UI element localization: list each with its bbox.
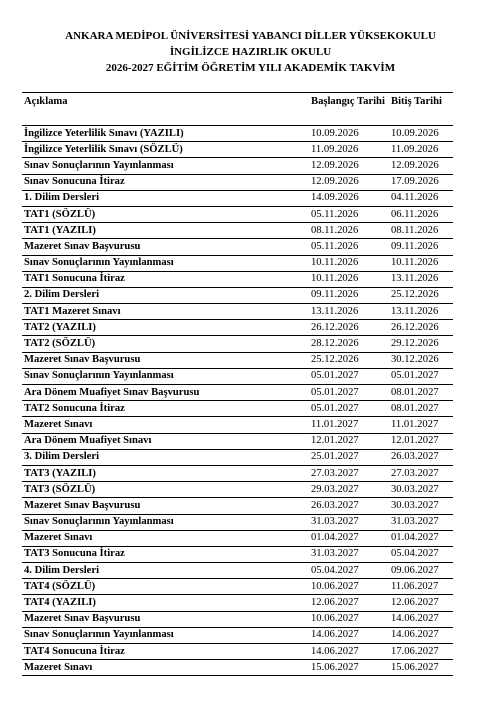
table-row [22,482,453,498]
table-header-row [22,93,453,126]
row-end-date: 13.11.2026 [389,271,453,287]
row-end-date: 09.11.2026 [389,239,453,255]
row-end-date: 14.06.2027 [389,611,453,627]
table-row [22,498,453,514]
row-description: Mazeret Sınav Başvurusu [22,239,309,255]
row-start-date: 10.06.2027 [309,611,389,627]
row-start-date: 26.12.2026 [309,320,389,336]
row-description: Mazeret Sınav Başvurusu [22,352,309,368]
academic-calendar-table [22,92,453,676]
table-row [22,368,453,384]
row-end-date: 12.01.2027 [389,433,453,449]
row-description: Mazeret Sınavı [22,417,309,433]
row-end-date: 01.04.2027 [389,530,453,546]
row-end-date: 08.11.2026 [389,223,453,239]
row-description: Mazeret Sınav Başvurusu [22,611,309,627]
row-description: Sınav Sonucuna İtiraz [22,174,309,190]
table-row [22,530,453,546]
row-end-date: 05.04.2027 [389,546,453,562]
row-end-date: 31.03.2027 [389,514,453,530]
row-end-date: 30.03.2027 [389,482,453,498]
row-start-date: 05.04.2027 [309,563,389,579]
table-row [22,660,453,676]
row-end-date: 04.11.2026 [389,190,453,206]
row-description: Sınav Sonuçlarının Yayınlanması [22,514,309,530]
row-end-date: 15.06.2027 [389,660,453,676]
row-start-date: 10.11.2026 [309,255,389,271]
row-description: TAT1 Mazeret Sınavı [22,304,309,320]
table-row [22,644,453,660]
row-end-date: 26.12.2026 [389,320,453,336]
row-end-date: 27.03.2027 [389,465,453,481]
table-row [22,595,453,611]
row-start-date: 14.06.2027 [309,627,389,643]
row-description: İngilizce Yeterlilik Sınavı (YAZILI) [22,126,309,142]
row-start-date: 31.03.2027 [309,546,389,562]
table-row [22,385,453,401]
table-row [22,126,453,142]
table-row [22,627,453,643]
table-row [22,142,453,158]
row-start-date: 10.09.2026 [309,126,389,142]
row-start-date: 09.11.2026 [309,287,389,303]
row-start-date: 25.01.2027 [309,449,389,465]
row-end-date: 11.01.2027 [389,417,453,433]
row-description: TAT1 (SÖZLÜ) [22,206,309,222]
row-start-date: 08.11.2026 [309,223,389,239]
row-start-date: 01.04.2027 [309,530,389,546]
row-description: 3. Dilim Dersleri [22,449,309,465]
row-end-date: 26.03.2027 [389,449,453,465]
row-end-date: 05.01.2027 [389,368,453,384]
row-description: TAT4 (YAZILI) [22,595,309,611]
school-title: İNGİLİZCE HAZIRLIK OKULU [169,46,332,58]
row-description: TAT4 Sonucuna İtiraz [22,644,309,660]
row-start-date: 10.11.2026 [309,271,389,287]
row-description: 1. Dilim Dersleri [22,190,309,206]
row-start-date: 11.01.2027 [309,417,389,433]
row-description: TAT1 Sonucuna İtiraz [22,271,309,287]
row-description: TAT1 (YAZILI) [22,223,309,239]
table-row [22,401,453,417]
row-start-date: 14.09.2026 [309,190,389,206]
row-description: Ara Dönem Muafiyet Sınav Başvurusu [22,385,309,401]
table-row [22,158,453,174]
table-row [22,255,453,271]
row-description: 4. Dilim Dersleri [22,563,309,579]
row-description: Ara Dönem Muafiyet Sınavı [22,433,309,449]
table-row [22,190,453,206]
row-description: TAT2 (YAZILI) [22,320,309,336]
row-start-date: 13.11.2026 [309,304,389,320]
row-description: Mazeret Sınav Başvurusu [22,498,309,514]
document-heading [0,28,501,76]
row-end-date: 17.06.2027 [389,644,453,660]
table-row [22,320,453,336]
row-start-date: 05.01.2027 [309,368,389,384]
row-description: TAT3 (YAZILI) [22,465,309,481]
table-row [22,611,453,627]
calendar-title: 2026-2027 EĞİTİM ÖĞRETİM YILI AKADEMİK TAKVİM [105,62,396,74]
table-row [22,174,453,190]
table-row [22,433,453,449]
row-end-date: 06.11.2026 [389,206,453,222]
row-start-date: 25.12.2026 [309,352,389,368]
row-end-date: 12.09.2026 [389,158,453,174]
row-end-date: 10.09.2026 [389,126,453,142]
row-start-date: 12.01.2027 [309,433,389,449]
row-description: 2. Dilim Dersleri [22,287,309,303]
column-header-start-date: Başlangıç Tarihi [309,93,389,126]
row-end-date: 11.06.2027 [389,579,453,595]
table-row [22,352,453,368]
row-start-date: 05.11.2026 [309,239,389,255]
row-start-date: 14.06.2027 [309,644,389,660]
row-description: TAT3 Sonucuna İtiraz [22,546,309,562]
row-description: TAT2 (SÖZLÜ) [22,336,309,352]
row-end-date: 17.09.2026 [389,174,453,190]
row-start-date: 12.06.2027 [309,595,389,611]
row-end-date: 30.12.2026 [389,352,453,368]
row-end-date: 14.06.2027 [389,627,453,643]
row-description: İngilizce Yeterlilik Sınavı (SÖZLÜ) [22,142,309,158]
row-start-date: 31.03.2027 [309,514,389,530]
column-header-description: Açıklama [22,93,309,126]
row-end-date: 13.11.2026 [389,304,453,320]
row-start-date: 29.03.2027 [309,482,389,498]
row-start-date: 12.09.2026 [309,174,389,190]
row-description: Sınav Sonuçlarının Yayınlanması [22,627,309,643]
row-end-date: 10.11.2026 [389,255,453,271]
row-start-date: 10.06.2027 [309,579,389,595]
row-end-date: 12.06.2027 [389,595,453,611]
table-row [22,465,453,481]
table-row [22,287,453,303]
table-row [22,449,453,465]
table-row [22,514,453,530]
row-start-date: 26.03.2027 [309,498,389,514]
table-row [22,304,453,320]
row-end-date: 09.06.2027 [389,563,453,579]
institution-title: ANKARA MEDİPOL ÜNİVERSİTESİ YABANCI DİLLER YÜKSEKOKULU [65,30,436,42]
row-description: Sınav Sonuçlarının Yayınlanması [22,255,309,271]
row-description: Mazeret Sınavı [22,660,309,676]
row-start-date: 28.12.2026 [309,336,389,352]
table-row [22,563,453,579]
row-description: TAT3 (SÖZLÜ) [22,482,309,498]
table-row [22,579,453,595]
row-description: TAT4 (SÖZLÜ) [22,579,309,595]
row-end-date: 29.12.2026 [389,336,453,352]
row-description: Sınav Sonuçlarının Yayınlanması [22,368,309,384]
table-row [22,239,453,255]
row-description: TAT2 Sonucuna İtiraz [22,401,309,417]
row-end-date: 25.12.2026 [389,287,453,303]
table-row [22,223,453,239]
row-start-date: 05.01.2027 [309,401,389,417]
table-row [22,417,453,433]
row-end-date: 08.01.2027 [389,401,453,417]
table-row [22,336,453,352]
row-start-date: 12.09.2026 [309,158,389,174]
row-description: Mazeret Sınavı [22,530,309,546]
table-row [22,546,453,562]
table-row [22,271,453,287]
row-description: Sınav Sonuçlarının Yayınlanması [22,158,309,174]
row-start-date: 05.01.2027 [309,385,389,401]
row-start-date: 11.09.2026 [309,142,389,158]
row-start-date: 15.06.2027 [309,660,389,676]
row-start-date: 05.11.2026 [309,206,389,222]
row-end-date: 30.03.2027 [389,498,453,514]
column-header-end-date: Bitiş Tarihi [389,93,453,126]
row-end-date: 11.09.2026 [389,142,453,158]
row-end-date: 08.01.2027 [389,385,453,401]
table-row [22,206,453,222]
row-start-date: 27.03.2027 [309,465,389,481]
